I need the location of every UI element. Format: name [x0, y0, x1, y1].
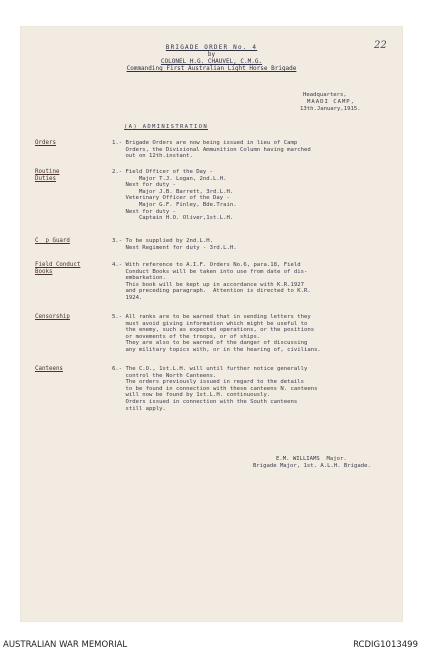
- margin-label-camp-guard: C p Guard: [35, 238, 70, 244]
- margin-label-orders: Orders: [35, 140, 56, 146]
- paragraph-censorship: 5.- All ranks are to be warned that in sending letters they must avoid giving information which might be useful to the enemy, such as expected operations, or the positions or movements of the troops, or of ships. They are also to be warned of the danger of discussing any military topics with, or in the hearing of, civilians.: [112, 314, 321, 353]
- signature-name: E.M. WILLIAMS Major.: [276, 456, 347, 462]
- margin-label-field-conduct-books: Field Conduct Books: [35, 262, 81, 275]
- location-line-2: MAADI CAMP,: [307, 99, 356, 105]
- paragraph-field-conduct-books: 4.- With reference to A.I.F. Orders No.6, para.18, Field Conduct Books will be taken into use from date of dis- embarkation. This book will be kept up in accordance with K.R.1927 and preceding paragraph. Attention is directed to K.R. 1924.: [112, 262, 311, 301]
- order-author: COLONEL H.G. CHAUVEL, C.M.G.: [160, 58, 263, 65]
- location-line-1: Headquarters,: [303, 92, 347, 98]
- order-by: by: [207, 51, 216, 58]
- section-heading: (A) ADMINISTRATION: [124, 124, 209, 130]
- paragraph-canteens: 6.- The C.O., 1st.L.H. will until further notice generally control the North Canteens. The orders previously issued in regard to the details to be found in connection with these canteens N. canteens will now be found by 1st.L.H. continuously. Orders issued in connection with the South canteens still apply.: [112, 366, 318, 412]
- paragraph-camp-guard: 3.- To be supplied by 2nd.L.H. Next Regiment for duty - 3rd.L.H.: [112, 238, 237, 251]
- paragraph-orders: 1.- Brigade Orders are now being issued in lieu of Camp Orders, the Divisional Ammunition Column having marched out on 12th.instant.: [112, 140, 311, 160]
- page-number: 22: [374, 40, 387, 51]
- margin-label-routine-duties: Routine Duties: [35, 169, 60, 182]
- margin-label-canteens: Canteens: [35, 366, 63, 372]
- order-author-role: Commanding First Australian Light Horse Brigade: [126, 65, 297, 72]
- footer-reference-id: RCDIG1013499: [353, 640, 418, 650]
- order-title: BRIGADE ORDER No. 4: [165, 44, 258, 51]
- location-line-3: 13th.January,1915.: [300, 106, 361, 112]
- footer-bar: [0, 636, 423, 654]
- paragraph-routine-duties: 2.- Field Officer of the Day - Major T.J. Logan, 2nd.L.H. Next for duty - Major J.B. Barrett, 3rd.L.H. Veterinary Officer of the Day - Major G.F. Finley, Bde.Train. Next for duty - Captain H.O. Oliver,1st.L.H.: [112, 169, 237, 222]
- margin-label-censorship: Censorship: [35, 314, 70, 320]
- signature-title: Brigade Major, 1st. A.L.H. Brigade.: [253, 463, 371, 469]
- footer-source: AUSTRALIAN WAR MEMORIAL: [3, 640, 128, 650]
